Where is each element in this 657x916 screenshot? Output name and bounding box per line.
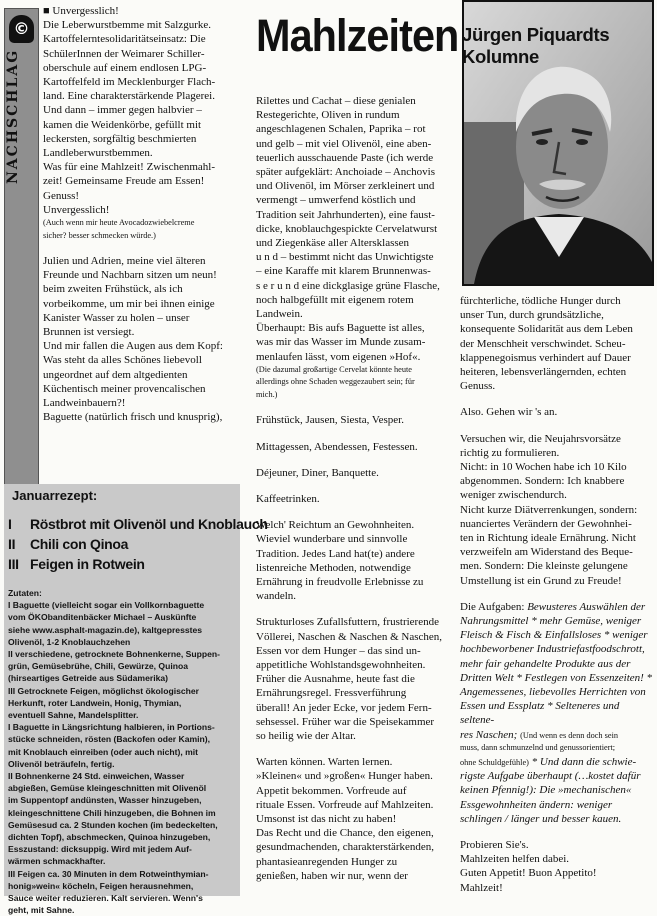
text-line: konsequente Solidarität aus dem Leben — [460, 323, 633, 336]
text-line — [460, 728, 656, 743]
text-line: Was steht da alles Schönes liebevoll — [43, 354, 202, 367]
text-line: Ernährung in freudvolle Erlebnisse zu — [256, 575, 424, 588]
recipe-titles — [8, 514, 268, 574]
recipe-line: Gemüsesud ca. 2 Stunden kochen (im bedeckelten, — [8, 819, 218, 830]
recipe-title — [8, 554, 238, 574]
text-line: Wieviel wunderbare und sinnvolle — [256, 533, 408, 546]
text-line: Unvergesslich! — [43, 203, 110, 216]
tasks-line: keinen Pfennig!): Die »mechanischen« — [460, 784, 632, 797]
text-line: Rilettes und Cachat – diese genialen — [256, 95, 416, 107]
recipe-line: honig»wein« köcheln, Feigen herausnehmen, — [8, 880, 194, 891]
tasks-line: schlingen / länger und besser kauen. — [460, 812, 622, 825]
text-line: und gelb – mit viel Olivenöl, eine aben- — [256, 137, 432, 150]
tasks-line: rigste Aufgabe überhaupt (…kostet dafür — [460, 770, 641, 783]
text-line: ten in Richtung ideale Ernährung. Nicht — [460, 532, 636, 545]
text-line: später aufgeklärt: Anchoiade – Anchovis — [256, 166, 436, 179]
tasks-line: Essen und Essplatz * Selteneres und seltene- — [460, 700, 620, 727]
text-line: men. Sondern: Die kleinste gelungene — [460, 560, 628, 573]
tasks-line: Bewusteres Auswählen der — [527, 600, 646, 613]
recipe-body — [8, 587, 238, 916]
text-line: angeschlagenen Schalen, Paprika – rot — [256, 123, 426, 136]
text-line: heiteren, lebensverlängernden, echten — [460, 366, 627, 379]
text-line: abgenommen. Sondern: Ich knabbere — [460, 475, 625, 488]
text-line: Versuchen wir, die Neujahrsvorsätze — [460, 432, 621, 445]
text-line: verzweifeln am Widerstand des Beque- — [460, 546, 633, 559]
text-line: so heilig wie der Altar. — [256, 730, 356, 743]
text-line: Appetit bekommen. Vorfreude auf — [256, 784, 407, 797]
text-line — [460, 699, 656, 727]
page-title: Mahlzeiten — [256, 10, 459, 61]
section-logo-icon: © — [9, 15, 34, 43]
text-line: Tradition. Jedes Land hat(te) andere — [256, 547, 415, 560]
text-line: Welch' Reichtum an Gewohnheiten. — [256, 519, 415, 532]
recipe-line: wärmen schmackhafter. — [8, 856, 106, 867]
recipe-box — [4, 484, 268, 916]
recipe-line: Olivenöl, 1-2 Knoblauchzehen — [8, 636, 131, 647]
text-line: vermengt – umwerfend köstlich und — [256, 194, 416, 207]
text-line: zeit! Gemeinsame Freude am Essen! — [43, 175, 205, 188]
text-line: Also. Gehen wir 's an. — [460, 406, 558, 419]
text-line: Umstellung ist ein Grund zu Freude! — [460, 574, 622, 587]
columnist-title: Jürgen Piquardts Kolumne — [462, 24, 610, 67]
text-line: phantasieanregenden Hunger zu — [256, 855, 398, 868]
text-line — [460, 671, 656, 685]
text-line: noch halbgefüllt mit eigenem rotem — [256, 293, 414, 306]
text-line: Was für eine Mahlzeit! Zwischenmahl- — [43, 161, 215, 174]
recipe-number: I — [8, 516, 12, 532]
recipe-number: II — [8, 536, 16, 552]
text-line: oberschule auf einem endlosen LPG- — [43, 61, 207, 74]
text-line: Freunde und Nachbarn sitzen um neun! — [43, 269, 217, 282]
text-line: Warten können. Warten lernen. — [256, 756, 393, 769]
text-line — [460, 628, 656, 642]
text-line: Küchentisch meiner provencalischen — [43, 382, 206, 395]
text-line: menlaufen lässt, vom eigenen »Hof«. — [256, 350, 421, 363]
text-line: Und mir fallen die Augen aus dem Kopf: — [43, 340, 223, 353]
tasks-line: Angemessenes, liebevolles Herrichten von — [460, 686, 646, 699]
tasks-line: Essgewohnheiten ändern: weniger — [460, 798, 613, 811]
column-3 — [460, 294, 656, 895]
text-line: Völlerei, Naschen & Naschen & Naschen, — [256, 630, 443, 643]
recipe-line: siehe www.asphalt-magazin.de), kaltgepresstes — [8, 624, 203, 635]
text-line: Überhaupt: Bis aufs Baguette ist alles, — [256, 322, 425, 335]
text-line: Restegerichte, Oliven in rundum — [256, 109, 400, 122]
recipe-title — [8, 514, 268, 534]
text-line — [460, 812, 656, 826]
text-line — [460, 600, 656, 614]
recipe-line: abgießen, Gemüse kleingeschnitten mit Olivenöl — [8, 783, 207, 794]
aside-line: sicher? besser schmecken würde.) — [43, 230, 156, 240]
recipe-title-text: Röstbrot mit Olivenöl und Knoblauch — [30, 516, 268, 532]
aside-line: muss, dann schmunzelnd und genussorientiert; — [460, 743, 616, 753]
text-line: Genuss! — [43, 189, 80, 202]
text-line: – eine Karaffe mit klarem Brunnenwas- — [256, 265, 431, 278]
text-line — [460, 798, 656, 812]
text-line: weniger zwischendurch. — [460, 489, 567, 502]
recipe-line: dichten Topf), abschmecken, Quinoa hinzugeben, — [8, 832, 211, 843]
text-line — [460, 685, 656, 699]
text-line: Brunnen ist versiegt. — [43, 326, 135, 339]
recipe-heading: Januarrezept: — [12, 488, 98, 503]
text-line: Nicht kurze Diätverrenkungen, sondern: — [460, 503, 638, 516]
section-label: NACHSCHLAG — [5, 49, 21, 185]
text-line: Landwein. — [256, 308, 303, 321]
text-line: überall! An jeder Ecke, vor jedem Fern- — [256, 701, 432, 714]
recipe-line: Sauce weiter reduzieren. Kalt servieren. Wenn's — [8, 893, 203, 904]
recipe-line: II Bohnenkerne 24 Std. einweichen, Wasser — [8, 771, 185, 782]
text-line — [460, 657, 656, 671]
recipe-title-text: Feigen in Rotwein — [30, 556, 145, 572]
text-line: sehsessel. Früher war die Speisekammer — [256, 715, 435, 728]
recipe-line: II verschiedene, getrocknete Bohnenkerne, Suppen- — [8, 649, 221, 660]
text-line: land. Eine charakterstärkende Plagerei. — [43, 90, 215, 103]
text-line: Frühstück, Jausen, Siesta, Vesper. — [256, 414, 404, 427]
text-line: und Olivenöl, im Mörser zerkleinert und — [256, 180, 435, 193]
text-line: was mir das Wasser im Munde zusam- — [256, 336, 426, 349]
text-line: s e r u n d eine dickglasige grüne Flasche, — [256, 279, 440, 292]
text-line: vorbeikomme, um mir bei ihnen einige — [43, 297, 215, 310]
recipe-line: Olivenöl beträufeln, fertig. — [8, 758, 115, 769]
text-line: unser Tun, durch grundsätzliche, — [460, 309, 604, 322]
text-line: Kartoffelfeld im Mecklenburger Flach- — [43, 76, 216, 89]
text-line: Das Recht und die Chance, den eigenen, — [256, 827, 434, 840]
aside-line: ohne Schuldgefühle) — [460, 757, 529, 767]
tasks-line: * Und dann die schwie- — [531, 755, 637, 768]
text-line: Kanister Wasser zu holen – unser — [43, 311, 190, 324]
text-line — [460, 755, 656, 770]
text-line: Guten Appetit! Buon Appetito! — [460, 867, 597, 880]
column-2 — [256, 94, 452, 883]
recipe-line: grün, Gemüsebrühe, Chili, Gewürze, Quinoa — [8, 661, 189, 672]
text-line: Landleberwurstbemmen. — [43, 147, 153, 160]
recipe-number: III — [8, 556, 19, 572]
text-line: Baguette (natürlich frisch und knusprig), — [43, 411, 223, 424]
text-line: appetitliche Wohlstandsgewohnheiten. — [256, 659, 426, 671]
text-line: Mahlzeiten helfen dabei. — [460, 853, 570, 866]
recipe-line: im Suppentopf andünsten, Wasser hinzugeben, — [8, 795, 202, 806]
recipe-line: kleingeschnittene Chili hinzugeben, die Bohnen im — [8, 807, 216, 818]
text-line: ungeordnet auf dem altgedienten — [43, 368, 188, 381]
text-line: u n d – bestimmt nicht das Unwichtigste — [256, 251, 434, 264]
text-line: Umsonst ist das nicht zu haben! — [256, 813, 397, 826]
text-line: Genuss. — [460, 380, 496, 393]
text-line: Ernährungsregel. Fressverführung — [256, 687, 407, 700]
text-line: wandeln. — [256, 590, 297, 603]
tasks-intro: Die Aufgaben: — [460, 600, 528, 613]
text-line: klappenegoismus verhindert auf Dauer — [460, 351, 631, 364]
recipe-line: eventuell Sahne, Mandelsplitter. — [8, 710, 139, 721]
text-line: rituale Essen. Vorfreude auf Mahlzeiten. — [256, 798, 434, 811]
text-line: Tradition seit Jahrhunderten), eine faust- — [256, 208, 435, 221]
tasks-line: Nahrungsmittel * mehr Gemüse, weniger — [460, 615, 642, 628]
text-line: Probieren Sie's. — [460, 839, 529, 851]
aside-line: allerdings ohne Schaden weggezaubert sein; für — [256, 377, 415, 387]
aside-line: (Auch wenn mir heute Avocadozwiebelcreme — [43, 218, 195, 228]
text-line: beim zweiten Frühstück, als ich — [43, 283, 183, 296]
text-line: nuanciertes Verändern der Gewohnhei- — [460, 517, 632, 530]
recipe-line: (hirseartiges Getreide aus Südamerika) — [8, 673, 169, 684]
text-line: ■ Unvergesslich! — [43, 5, 119, 17]
text-line: »Kleinen« und »großen« Hunger haben. — [256, 770, 433, 783]
text-line: Mittagessen, Abendessen, Festessen. — [256, 440, 418, 453]
aside-line: (Und wenn es denn doch sein — [520, 730, 619, 740]
recipe-line: I Baguette (vielleicht sogar ein Vollkornbaguette — [8, 600, 205, 611]
text-line: Und dann – immer gegen halbvier – — [43, 104, 202, 117]
text-line: gesundmachenden, charakterstärkenden, — [256, 841, 435, 854]
text-line: Nicht: in 10 Wochen habe ich 10 Kilo — [460, 461, 627, 474]
recipe-line: III Getrocknete Feigen, möglichst ökologischer — [8, 685, 200, 696]
aside-line: mich.) — [256, 389, 278, 399]
section-sidebar — [4, 8, 39, 508]
recipe-line: stücke schneiden, rösten (Backofen oder Kamin), — [8, 734, 211, 745]
text-line: der Menschheit verschwindet. Scheu- — [460, 337, 626, 350]
text-line: genießen, haben wir nur, wenn der — [256, 869, 408, 882]
recipe-line: mit Knoblauch einreiben (oder auch nicht), mit — [8, 746, 199, 757]
tasks-line: Dritten Welt * Festlegen von Essenzeiten! * — [460, 671, 653, 684]
recipe-line: I Baguette in Längsrichtung halbieren, in Portions- — [8, 722, 215, 733]
text-line: fürchterliche, tödliche Hunger durch — [460, 295, 621, 307]
text-line: leckersten, sorgfältig beschmierten — [43, 132, 197, 145]
tasks-line: hochbeworbener Industriefastfoodschrott, — [460, 643, 645, 656]
recipe-ingredients-label: Zutaten: — [8, 588, 42, 598]
text-line: und Ziegenkäse aller Altersklassen — [256, 237, 410, 250]
tasks-line: Fleisch & Fisch & Einfallsloses * weniger — [460, 629, 648, 642]
text-line: Die Leberwurstbemme mit Salzgurke. — [43, 19, 212, 32]
text-line: Früher die Ausnahme, heute fast die — [256, 673, 415, 686]
recipe-title-text: Chili con Qinoa — [30, 536, 129, 552]
text-line — [460, 614, 656, 628]
text-line: teuerlich ausschauende Paste (ich werde — [256, 151, 434, 164]
text-line — [460, 642, 656, 656]
aside-line: (Die dazumal großartige Cervelat könnte heute — [256, 364, 412, 374]
tasks-line: res Naschen; — [460, 728, 518, 741]
text-line: listenreiche Methoden, notwendige — [256, 561, 411, 574]
text-line: kamen die Weidenkörbe, gefüllt mit — [43, 118, 202, 131]
text-line: Déjeuner, Diner, Banquette. — [256, 466, 379, 479]
text-line: SchülerInnen der Weimarer Schiller- — [43, 47, 205, 60]
text-line: Julien und Adrien, meine viel älteren — [43, 255, 206, 268]
text-line: dicke, knoblauchgespickte Cervelatwurst — [256, 222, 438, 235]
text-line: Kartoffelerntesolidaritätseinsatz: Die — [43, 33, 206, 46]
recipe-line: geht, mit Sahne. — [8, 905, 75, 916]
recipe-title — [8, 534, 238, 554]
text-line: Strukturloses Zufallsfuttern, frustrierende — [256, 616, 439, 629]
recipe-line: Esszustand: dicksuppig. Wird mit jedem Auf- — [8, 844, 192, 855]
recipe-line: vom ÖKObanditenbäcker Michael – Auskünfte — [8, 612, 197, 623]
recipe-line: Herkunft, roter Landwein, Honig, Thymian, — [8, 697, 182, 708]
text-line: Mahlzeit! — [460, 881, 503, 894]
text-line: Kaffeetrinken. — [256, 492, 320, 505]
text-line: Landweinbauern?! — [43, 397, 126, 410]
text-line — [460, 783, 656, 797]
text-line — [460, 769, 656, 783]
recipe-line: III Feigen ca. 30 Minuten in dem Rotweinthymian- — [8, 868, 209, 879]
column-1-intro — [43, 4, 248, 424]
tasks-line: mehr fair gehandelte Produkte aus der — [460, 657, 631, 670]
text-line: richtig zu formulieren. — [460, 446, 560, 459]
text-line: Essen vor dem Hunger – das sind un- — [256, 644, 421, 657]
